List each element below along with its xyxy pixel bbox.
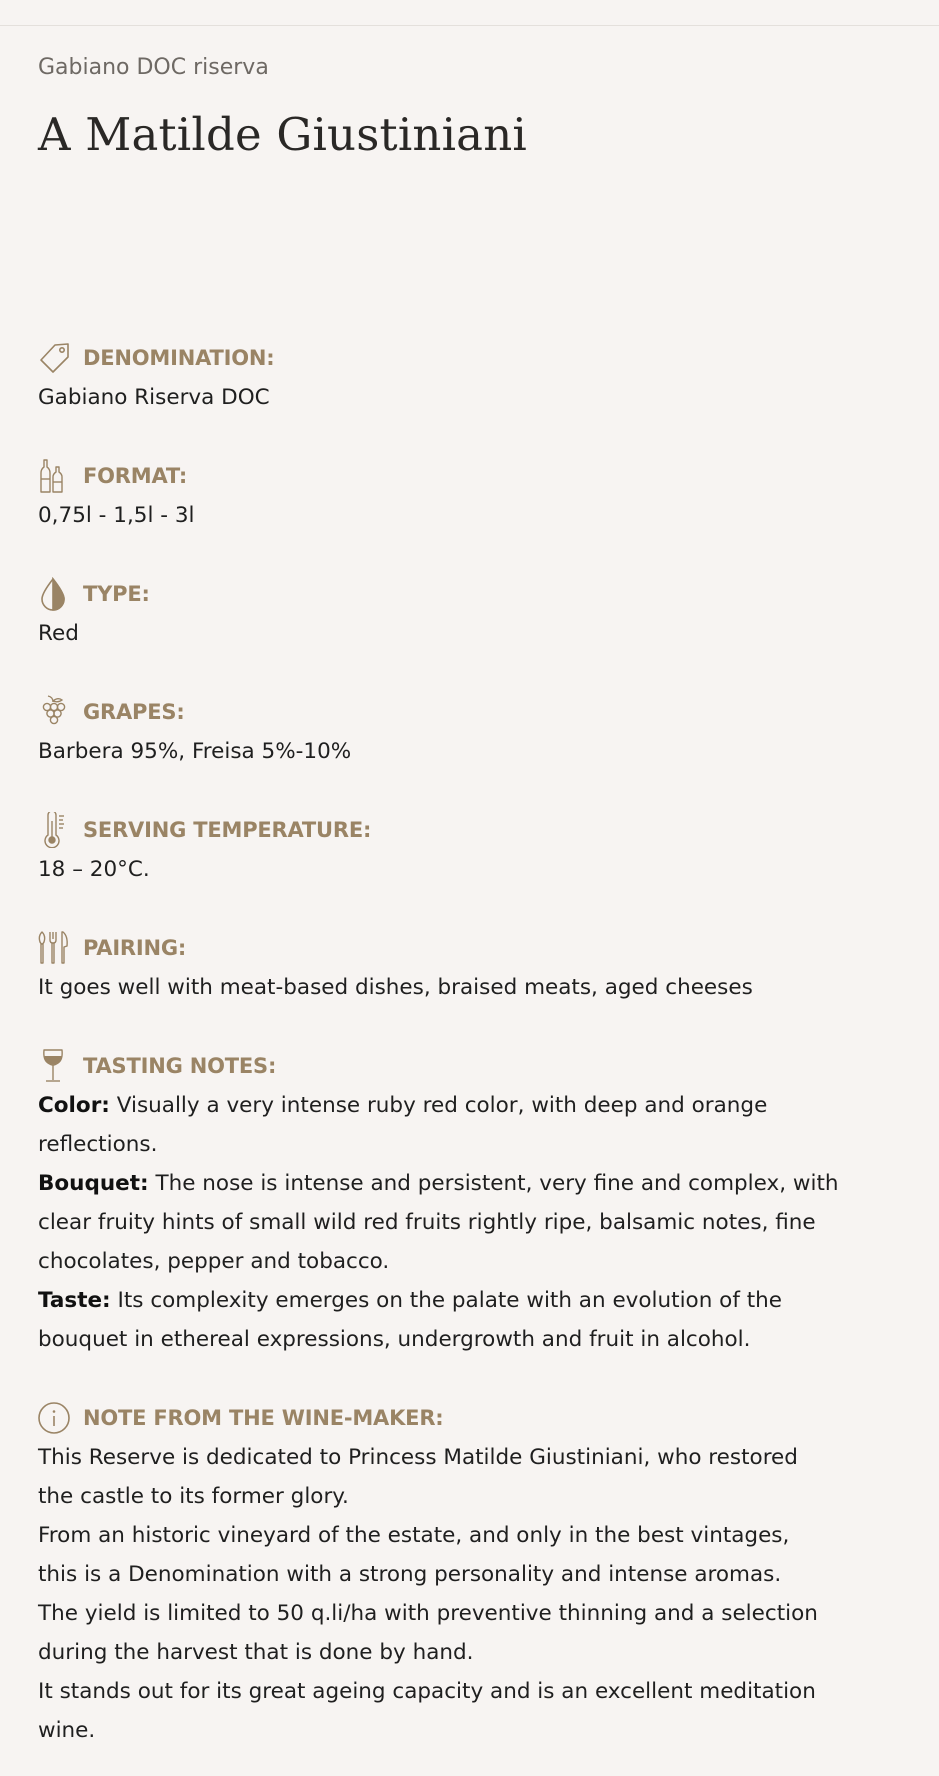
bouquet-note-line: chocolates, pepper and tobacco. [38, 1249, 390, 1274]
thermometer-icon [38, 812, 74, 848]
taste-note-line: bouquet in ethereal expressions, undergrowth and fruit in alcohol. [38, 1327, 751, 1352]
tasting-notes-section [38, 1048, 908, 1359]
winemaker-note-line: this is a Denomination with a strong personality and intense aromas. [38, 1562, 782, 1587]
type-label: TYPE: [83, 582, 150, 606]
winemaker-note-line: This Reserve is dedicated to Princess Matilde Giustiniani, who restored [38, 1445, 798, 1470]
tasting-notes-label: TASTING NOTES: [83, 1054, 277, 1078]
wine-glass-icon [38, 1048, 74, 1084]
tag-icon [38, 340, 74, 376]
grapes-label: GRAPES: [83, 700, 185, 724]
winemaker-note-label: NOTE FROM THE WINE-MAKER: [83, 1406, 444, 1430]
color-note-line: reflections. [38, 1132, 158, 1157]
top-divider [0, 25, 939, 26]
bouquet-note-text: The nose is intense and persistent, very fine and complex, with [155, 1171, 839, 1196]
grapes-section [38, 694, 908, 771]
denomination-section [38, 340, 908, 417]
color-note-text: Visually a very intense ruby red color, with deep and orange [116, 1093, 768, 1118]
grapes-value: Barbera 95%, Freisa 5%-10% [38, 739, 352, 764]
product-title: A Matilde Giustiniani [38, 108, 527, 161]
winemaker-note-line: It stands out for its great ageing capacity and is an excellent meditation [38, 1679, 816, 1704]
drop-icon [38, 576, 74, 612]
product-subtitle: Gabiano DOC riserva [38, 55, 269, 80]
bouquet-note-line [38, 1164, 898, 1203]
color-note-label: Color: [38, 1093, 110, 1118]
serving-temperature-section [38, 812, 908, 889]
bouquet-note-label: Bouquet: [38, 1171, 149, 1196]
taste-note-text: Its complexity emerges on the palate with an evolution of the [117, 1288, 783, 1313]
taste-note-label: Taste: [38, 1288, 111, 1313]
type-section [38, 576, 908, 653]
pairing-value: It goes well with meat-based dishes, braised meats, aged cheeses [38, 975, 753, 1000]
winemaker-note-line: during the harvest that is done by hand. [38, 1640, 474, 1665]
pairing-section [38, 930, 908, 1007]
format-label: FORMAT: [83, 464, 188, 488]
cutlery-icon [38, 930, 74, 966]
serving-temperature-label: SERVING TEMPERATURE: [83, 818, 372, 842]
color-note-line [38, 1086, 898, 1125]
winemaker-note-line: From an historic vineyard of the estate, and only in the best vintages, [38, 1523, 790, 1548]
winemaker-note-line: the castle to its former glory. [38, 1484, 349, 1509]
denomination-value: Gabiano Riserva DOC [38, 385, 270, 410]
winemaker-note-line: The yield is limited to 50 q.li/ha with preventive thinning and a selection [38, 1601, 818, 1626]
winemaker-note-body [38, 1438, 898, 1750]
winemaker-note-section [38, 1400, 908, 1750]
bottles-icon [38, 458, 74, 494]
type-value: Red [38, 621, 79, 646]
grapes-icon [38, 694, 74, 730]
denomination-label: DENOMINATION: [83, 346, 275, 370]
info-icon [38, 1400, 74, 1436]
winemaker-note-line: wine. [38, 1718, 96, 1743]
tasting-notes-body [38, 1086, 898, 1359]
serving-temperature-value: 18 – 20°C. [38, 857, 150, 882]
pairing-label: PAIRING: [83, 936, 187, 960]
format-section [38, 458, 908, 535]
taste-note-line [38, 1281, 898, 1320]
format-value: 0,75l - 1,5l - 3l [38, 503, 195, 528]
bouquet-note-line: clear fruity hints of small wild red fruits rightly ripe, balsamic notes, fine [38, 1210, 816, 1235]
